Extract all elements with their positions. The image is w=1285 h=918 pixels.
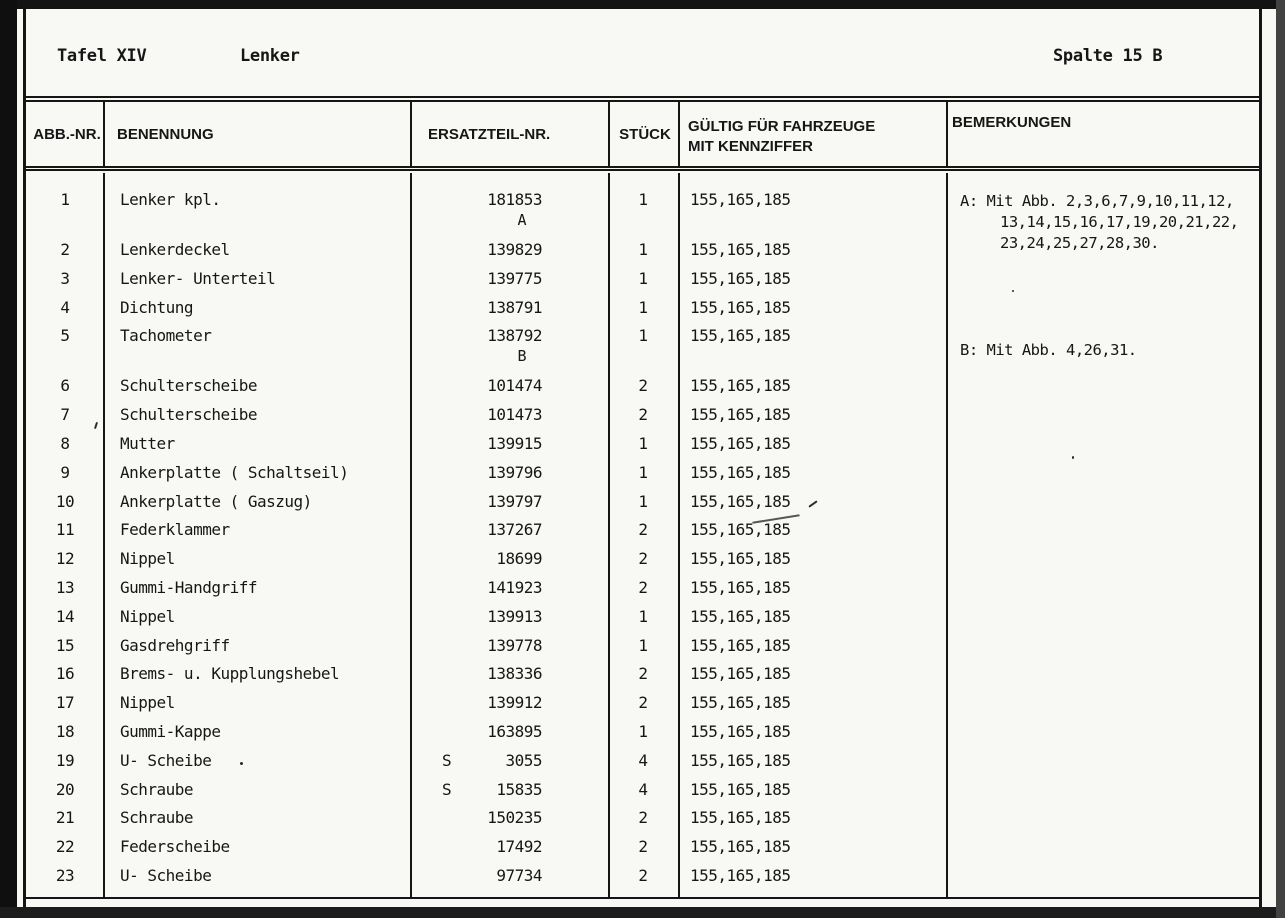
cell-stueck: 2 <box>638 549 648 569</box>
part-number: 138791 <box>487 297 542 317</box>
cell-benennung: Lenkerdeckel <box>120 240 230 259</box>
part-number: 139775 <box>487 268 542 288</box>
cell-benennung: Lenker kpl. <box>120 190 221 209</box>
remarks-column <box>958 173 1258 897</box>
page-title: Lenker <box>240 46 300 66</box>
cell-stueck: 1 <box>638 606 648 626</box>
header-ersatzteil-nr: ERSATZTEIL-NR. <box>428 126 551 143</box>
cell-gueltig: 155,165,185 <box>690 549 791 569</box>
cell-gueltig: 155,165,185 <box>690 297 791 317</box>
cell-gueltig: 155,165,185 <box>690 635 791 655</box>
cell-abb-nr: 22 <box>55 837 75 857</box>
cell-abb-nr: 6 <box>60 376 70 396</box>
cell-gueltig: 155,165,185 <box>690 520 791 540</box>
part-number: 139829 <box>487 240 542 259</box>
cell-stueck: 2 <box>638 376 648 396</box>
cell-ersatzteil-nr <box>410 721 608 750</box>
cell-stueck: 1 <box>638 491 648 511</box>
cell-ersatzteil-nr <box>410 239 608 268</box>
cell-stueck: 4 <box>638 779 648 799</box>
cell-benennung: U- Scheibe <box>120 750 212 770</box>
table-header <box>25 100 1259 168</box>
part-number: 139797 <box>487 491 542 511</box>
cell-stueck: 2 <box>638 520 648 540</box>
cell-benennung: Gasdrehgriff <box>120 635 230 655</box>
cell-ersatzteil-nr <box>410 663 608 692</box>
cell-stueck: 2 <box>638 837 648 857</box>
cell-ersatzteil-nr <box>410 692 608 721</box>
remark-note <box>960 191 1238 254</box>
scan-speck <box>1012 290 1014 292</box>
cell-gueltig: 155,165,185 <box>690 462 791 482</box>
cell-ersatzteil-nr <box>410 268 608 297</box>
cell-ersatzteil-nr <box>410 189 608 239</box>
cell-ersatzteil-nr <box>410 779 608 808</box>
part-number: 163895 <box>487 721 542 741</box>
cell-stueck: 1 <box>638 433 648 453</box>
cell-abb-nr: 3 <box>60 268 70 288</box>
remark-line: 23,24,25,27,28,30. <box>1000 234 1159 252</box>
part-number: 139912 <box>487 693 542 713</box>
cell-gueltig: 155,165,185 <box>690 865 791 885</box>
cell-stueck: 1 <box>638 268 648 288</box>
cell-abb-nr: 7 <box>60 405 70 425</box>
cell-abb-nr: 2 <box>60 240 70 259</box>
cell-stueck: 2 <box>638 808 648 828</box>
part-number: 139913 <box>487 606 542 626</box>
scan-speck <box>240 762 243 765</box>
cell-benennung: Nippel <box>120 549 175 569</box>
cell-stueck: 2 <box>638 664 648 684</box>
scan-edge-left <box>0 0 17 918</box>
cell-ersatzteil-nr <box>410 404 608 433</box>
cell-benennung: Schraube <box>120 808 194 828</box>
part-number: 139796 <box>487 462 542 482</box>
part-number: 3055 <box>505 750 542 770</box>
cell-benennung: Ankerplatte ( Gaszug) <box>120 491 312 511</box>
cell-abb-nr: 4 <box>60 297 70 317</box>
remark-line: B: Mit Abb. 4,26,31. <box>960 341 1137 359</box>
cell-ersatzteil-nr <box>410 491 608 520</box>
cell-abb-nr: 20 <box>55 779 75 799</box>
cell-gueltig: 155,165,185 <box>690 240 791 259</box>
cell-stueck: 1 <box>638 326 648 346</box>
cell-benennung: Nippel <box>120 606 175 626</box>
column-divider <box>410 102 412 166</box>
part-number-prefix: S <box>442 779 452 799</box>
cell-abb-nr: 5 <box>60 326 70 346</box>
part-number: 139778 <box>487 635 542 655</box>
remark-line: 13,14,15,16,17,19,20,21,22, <box>1000 213 1239 231</box>
cell-benennung: Mutter <box>120 433 175 453</box>
header-stueck: STÜCK <box>619 126 671 143</box>
cell-benennung: Nippel <box>120 693 175 713</box>
cell-benennung: Federscheibe <box>120 837 230 857</box>
cell-ersatzteil-nr <box>410 548 608 577</box>
cell-benennung: Federklammer <box>120 520 230 540</box>
cell-ersatzteil-nr <box>410 433 608 462</box>
cell-gueltig: 155,165,185 <box>690 664 791 684</box>
cell-stueck: 1 <box>638 240 648 259</box>
part-number: 138336 <box>487 664 542 684</box>
cell-gueltig: 155,165,185 <box>690 190 791 209</box>
cell-stueck: 4 <box>638 750 648 770</box>
cell-ersatzteil-nr <box>410 325 608 375</box>
cell-benennung: Lenker- Unterteil <box>120 268 276 288</box>
cell-benennung: Dichtung <box>120 297 194 317</box>
cell-ersatzteil-nr <box>410 519 608 548</box>
part-number-suffix: A <box>517 211 526 229</box>
cell-abb-nr: 17 <box>55 693 75 713</box>
cell-abb-nr: 21 <box>55 808 75 828</box>
scan-edge-top <box>0 0 1285 9</box>
cell-gueltig: 155,165,185 <box>690 577 791 597</box>
cell-abb-nr: 1 <box>60 190 70 209</box>
cell-benennung: Ankerplatte ( Schaltseil) <box>120 462 349 482</box>
cell-ersatzteil-nr <box>410 606 608 635</box>
cell-ersatzteil-nr <box>410 462 608 491</box>
cell-abb-nr: 13 <box>55 577 75 597</box>
cell-gueltig: 155,165,185 <box>690 750 791 770</box>
part-number: 139915 <box>487 433 542 453</box>
part-number: 15835 <box>496 779 542 799</box>
cell-ersatzteil-nr <box>410 807 608 836</box>
scan-speck <box>1072 456 1074 459</box>
cell-stueck: 1 <box>638 462 648 482</box>
cell-stueck: 2 <box>638 865 648 885</box>
part-number: 138792 <box>487 326 542 346</box>
cell-abb-nr: 10 <box>55 491 75 511</box>
title-separator-line <box>23 96 1262 98</box>
cell-stueck: 2 <box>638 405 648 425</box>
table-label: Tafel XIV <box>57 46 147 66</box>
cell-ersatzteil-nr <box>410 635 608 664</box>
cell-abb-nr: 19 <box>55 750 75 770</box>
cell-abb-nr: 23 <box>55 865 75 885</box>
header-gueltig <box>688 117 875 157</box>
cell-abb-nr: 12 <box>55 549 75 569</box>
cell-gueltig: 155,165,185 <box>690 433 791 453</box>
cell-gueltig: 155,165,185 <box>690 376 791 396</box>
scan-edge-right <box>1276 0 1285 918</box>
cell-ersatzteil-nr <box>410 577 608 606</box>
cell-gueltig: 155,165,185 <box>690 491 791 511</box>
column-reference: Spalte 15 B <box>1053 46 1163 66</box>
column-divider <box>946 102 948 166</box>
cell-benennung: Gummi-Handgriff <box>120 577 257 597</box>
cell-stueck: 1 <box>638 635 648 655</box>
cell-ersatzteil-nr <box>410 865 608 894</box>
header-abb-nr: ABB.-NR. <box>33 126 101 143</box>
cell-gueltig: 155,165,185 <box>690 693 791 713</box>
cell-benennung: Gummi-Kappe <box>120 721 221 741</box>
part-number-suffix: B <box>517 347 526 366</box>
page-border-right <box>1259 9 1262 907</box>
remark-note <box>960 340 1137 361</box>
part-number: 141923 <box>487 577 542 597</box>
part-number: 17492 <box>496 837 542 857</box>
cell-gueltig: 155,165,185 <box>690 779 791 799</box>
cell-abb-nr: 16 <box>55 664 75 684</box>
header-bemerkungen: BEMERKUNGEN <box>952 114 1072 131</box>
cell-ersatzteil-nr <box>410 375 608 404</box>
cell-stueck: 2 <box>638 577 648 597</box>
cell-stueck: 2 <box>638 693 648 713</box>
cell-benennung: Schulterscheibe <box>120 376 257 396</box>
cell-benennung: U- Scheibe <box>120 865 212 885</box>
cell-gueltig: 155,165,185 <box>690 405 791 425</box>
cell-abb-nr: 14 <box>55 606 75 626</box>
part-number-prefix: S <box>442 750 452 770</box>
cell-ersatzteil-nr <box>410 297 608 326</box>
header-gueltig-line2: MIT KENNZIFFER <box>688 138 813 155</box>
remark-line: A: Mit Abb. 2,3,6,7,9,10,11,12, <box>960 192 1234 210</box>
title-bar <box>25 40 1259 80</box>
part-number: 101474 <box>487 376 542 396</box>
part-number: 150235 <box>487 808 542 828</box>
cell-abb-nr: 18 <box>55 721 75 741</box>
cell-benennung: Schraube <box>120 779 194 799</box>
header-gueltig-line1: GÜLTIG FÜR FAHRZEUGE <box>688 118 876 135</box>
cell-gueltig: 155,165,185 <box>690 808 791 828</box>
header-benennung: BENENNUNG <box>117 126 214 143</box>
cell-ersatzteil-nr <box>410 836 608 865</box>
cell-abb-nr: 11 <box>55 520 75 540</box>
cell-ersatzteil-nr <box>410 750 608 779</box>
part-number: 101473 <box>487 405 542 425</box>
cell-gueltig: 155,165,185 <box>690 837 791 857</box>
cell-stueck: 1 <box>638 190 648 209</box>
cell-gueltig: 155,165,185 <box>690 268 791 288</box>
scan-edge-bottom <box>0 907 1285 918</box>
part-number: 137267 <box>487 520 542 540</box>
cell-gueltig: 155,165,185 <box>690 326 791 346</box>
cell-benennung: Schulterscheibe <box>120 405 257 425</box>
cell-benennung: Tachometer <box>120 326 212 346</box>
cell-stueck: 1 <box>638 297 648 317</box>
part-number: 97734 <box>496 865 542 885</box>
cell-gueltig: 155,165,185 <box>690 606 791 626</box>
cell-benennung: Brems- u. Kupplungshebel <box>120 664 340 684</box>
part-number: 181853 <box>487 190 542 209</box>
cell-gueltig: 155,165,185 <box>690 721 791 741</box>
part-number: 18699 <box>496 549 542 569</box>
cell-abb-nr: 15 <box>55 635 75 655</box>
cell-stueck: 1 <box>638 721 648 741</box>
cell-abb-nr: 9 <box>60 462 70 482</box>
table-body <box>25 173 1259 899</box>
header-double-line <box>25 169 1259 171</box>
cell-abb-nr: 8 <box>60 433 70 453</box>
